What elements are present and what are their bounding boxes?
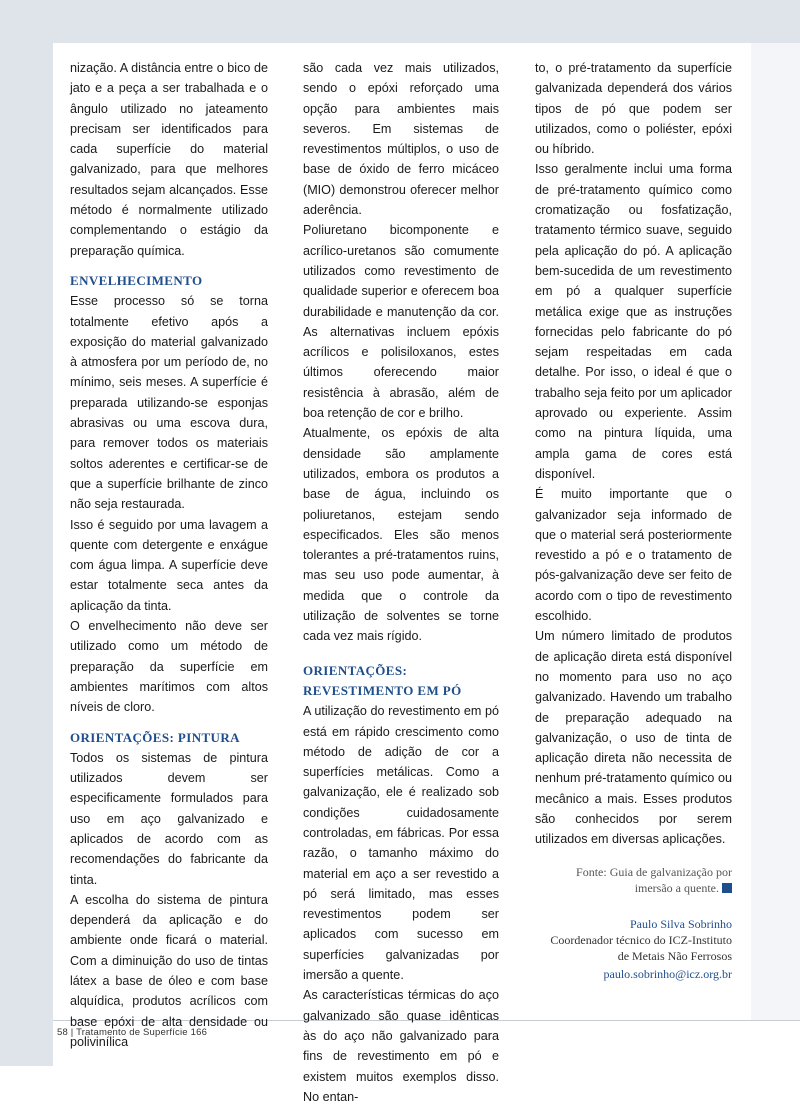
paragraph: Esse processo só se torna totalmente efetivo após a exposição do material galvanizado à atmosfera por um período de, no mínimo, seis meses. A superfície é preparada utilizando-se esponjas abrasivas ou uma escova dura, para remover todos os materiais soltos aderentes e certificar-se de que a superfície brilhante de zinco não seja restaurada.: [70, 294, 268, 512]
paragraph: são cada vez mais utilizados, sendo o epóxi reforçado uma opção para ambientes mais severos. Em sistemas de revestimentos múltiplos, o uso de base de óxido de ferro micáceo (MIO) demonstrou oferecer melhor aderência.: [303, 61, 499, 218]
source-line: [535, 880, 732, 896]
paragraph: É muito importante que o galvanizador seja informado de que o material será posteriormente revestido a pó e o tratamento de pós-galvanização deve ser feito de acordo com o tipo de revestimento escolhido.: [535, 487, 732, 624]
column-1: [70, 58, 268, 1052]
author-role: Coordenador técnico do ICZ-Instituto: [550, 932, 732, 947]
section-heading-envelhecimento: ENVELHECIMENTO: [70, 272, 203, 288]
source-line-text: imersão a quente.: [634, 880, 719, 895]
paragraph: Isso geralmente inclui uma forma de pré-tratamento químico como cromatização ou fosfatização, tratamento térmico suave, seguido pela aplicação do pó. A aplicação bem-sucedida de um revestimento em pó a qualquer superfície metálica exige que as instruções fornecidas pelo fabricante do pó sejam respeitadas em cada detalhe. Por isso, o ideal é que o trabalho seja feito por um aplicador aprovado ou experiente. Assim como na pintura líquida, uma ampla gama de cores está disponível.: [535, 162, 732, 481]
end-mark-icon: [722, 883, 732, 893]
paragraph: A escolha do sistema de pintura dependerá da aplicação e do ambiente onde ficará o material. Com a diminuição do uso de tintas látex a base de óleo e com base alquídica, produtos acrílicos com base epóxi de alta densidade ou polivinílica: [70, 892, 268, 1049]
right-margin-band: [751, 43, 800, 1020]
paragraph: Todos os sistemas de pintura utilizados devem ser especificamente formulados para uso em aço galvanizado e aplicados de acordo com as recomendações do fabricante da tinta.: [70, 750, 268, 887]
paragraph: As características térmicas do aço galvanizado são quase idênticas às do aço não galvanizado para fins de revestimento em pó e existem muitos exemplos disso. No entan-: [303, 988, 499, 1104]
paragraph: A utilização do revestimento em pó está em rápido crescimento como método de adição de cor a superfícies metálicas. Como a galvanização, ele é realizado sob condições cuidadosamente controladas, em fábricas. Por essa razão, o tamanho máximo do material em aço a ser revestido a pó será limitado, mas esses revestimentos podem ser aplicados com sucesso em superfícies galvanizadas por imersão a quente.: [303, 704, 499, 983]
paragraph: O envelhecimento não deve ser utilizado como um método de preparação da superfície em ambientes marítimos com altos níveis de cloro.: [70, 619, 268, 715]
author-email-link[interactable]: paulo.sobrinho@icz.org.br: [603, 966, 732, 981]
section-heading-orientacoes: ORIENTAÇÕES:: [303, 662, 408, 678]
column-2: [303, 58, 499, 1107]
page-footer: 58 | Tratamento de Superfície 166: [57, 1027, 208, 1038]
paragraph: Um número limitado de produtos de aplicação direta está disponível no momento para uso no aço galvanizado. Havendo um trabalho de preparação adequado na galvanização, o uso de tinta de aplicação direta não necessita de nenhum pré-tratamento químico ou mecânico a mais. Esses produtos são conhecidos por serem utilizados em diversas aplicações.: [535, 629, 732, 847]
section-heading-revestimento-em-po: REVESTIMENTO EM PÓ: [303, 682, 462, 698]
author-name: Paulo Silva Sobrinho: [629, 916, 732, 931]
page-frame-left: [0, 0, 53, 1066]
paragraph: nização. A distância entre o bico de jato e a peça a ser trabalhada e o ângulo utilizado no jateamento precisam ser identificados para cada superfície do material galvanizado, para que melhores resultados sejam alcançados. Esse método é normalmente utilizado complementando o estágio da preparação química.: [70, 61, 268, 258]
page-frame-top: [0, 0, 800, 43]
author-block: [535, 916, 732, 982]
paragraph: to, o pré-tratamento da superfície galvanizada dependerá dos vários tipos de pó que podem ser utilizados, como o poliéster, epóxi ou híbrido.: [535, 61, 732, 157]
section-heading-pintura: ORIENTAÇÕES: PINTURA: [70, 729, 240, 745]
source-line: Fonte: Guia de galvanização por: [576, 864, 732, 879]
paragraph: Isso é seguido por uma lavagem a quente com detergente e enxágue com água limpa. A superfície deve estar totalmente seca antes da aplicação da tinta.: [70, 517, 268, 613]
paragraph: Poliuretano bicomponente e acrílico-uretanos são comumente utilizados como revestimento de qualidade superior e oferecem boa durabilidade e manutenção da cor. As alternativas incluem epóxis acrílicos e polisiloxanos, estes últimos oferecendo maior resistência à abrasão, além de boa retenção de cor e brilho.: [303, 223, 499, 421]
source-note: [535, 864, 732, 896]
column-3: [535, 58, 732, 982]
author-role: de Metais Não Ferrosos: [617, 948, 732, 963]
paragraph: Atualmente, os epóxis de alta densidade são amplamente utilizados, embora os produtos a base de água, incluindo os poliuretanos, estejam sendo especificados. Eles são menos tolerantes a pré-tratamentos ruins, mas seu uso pode aumentar, à medida que o controle da utilização de solventes se torne cada vez mais rígido.: [303, 426, 499, 644]
